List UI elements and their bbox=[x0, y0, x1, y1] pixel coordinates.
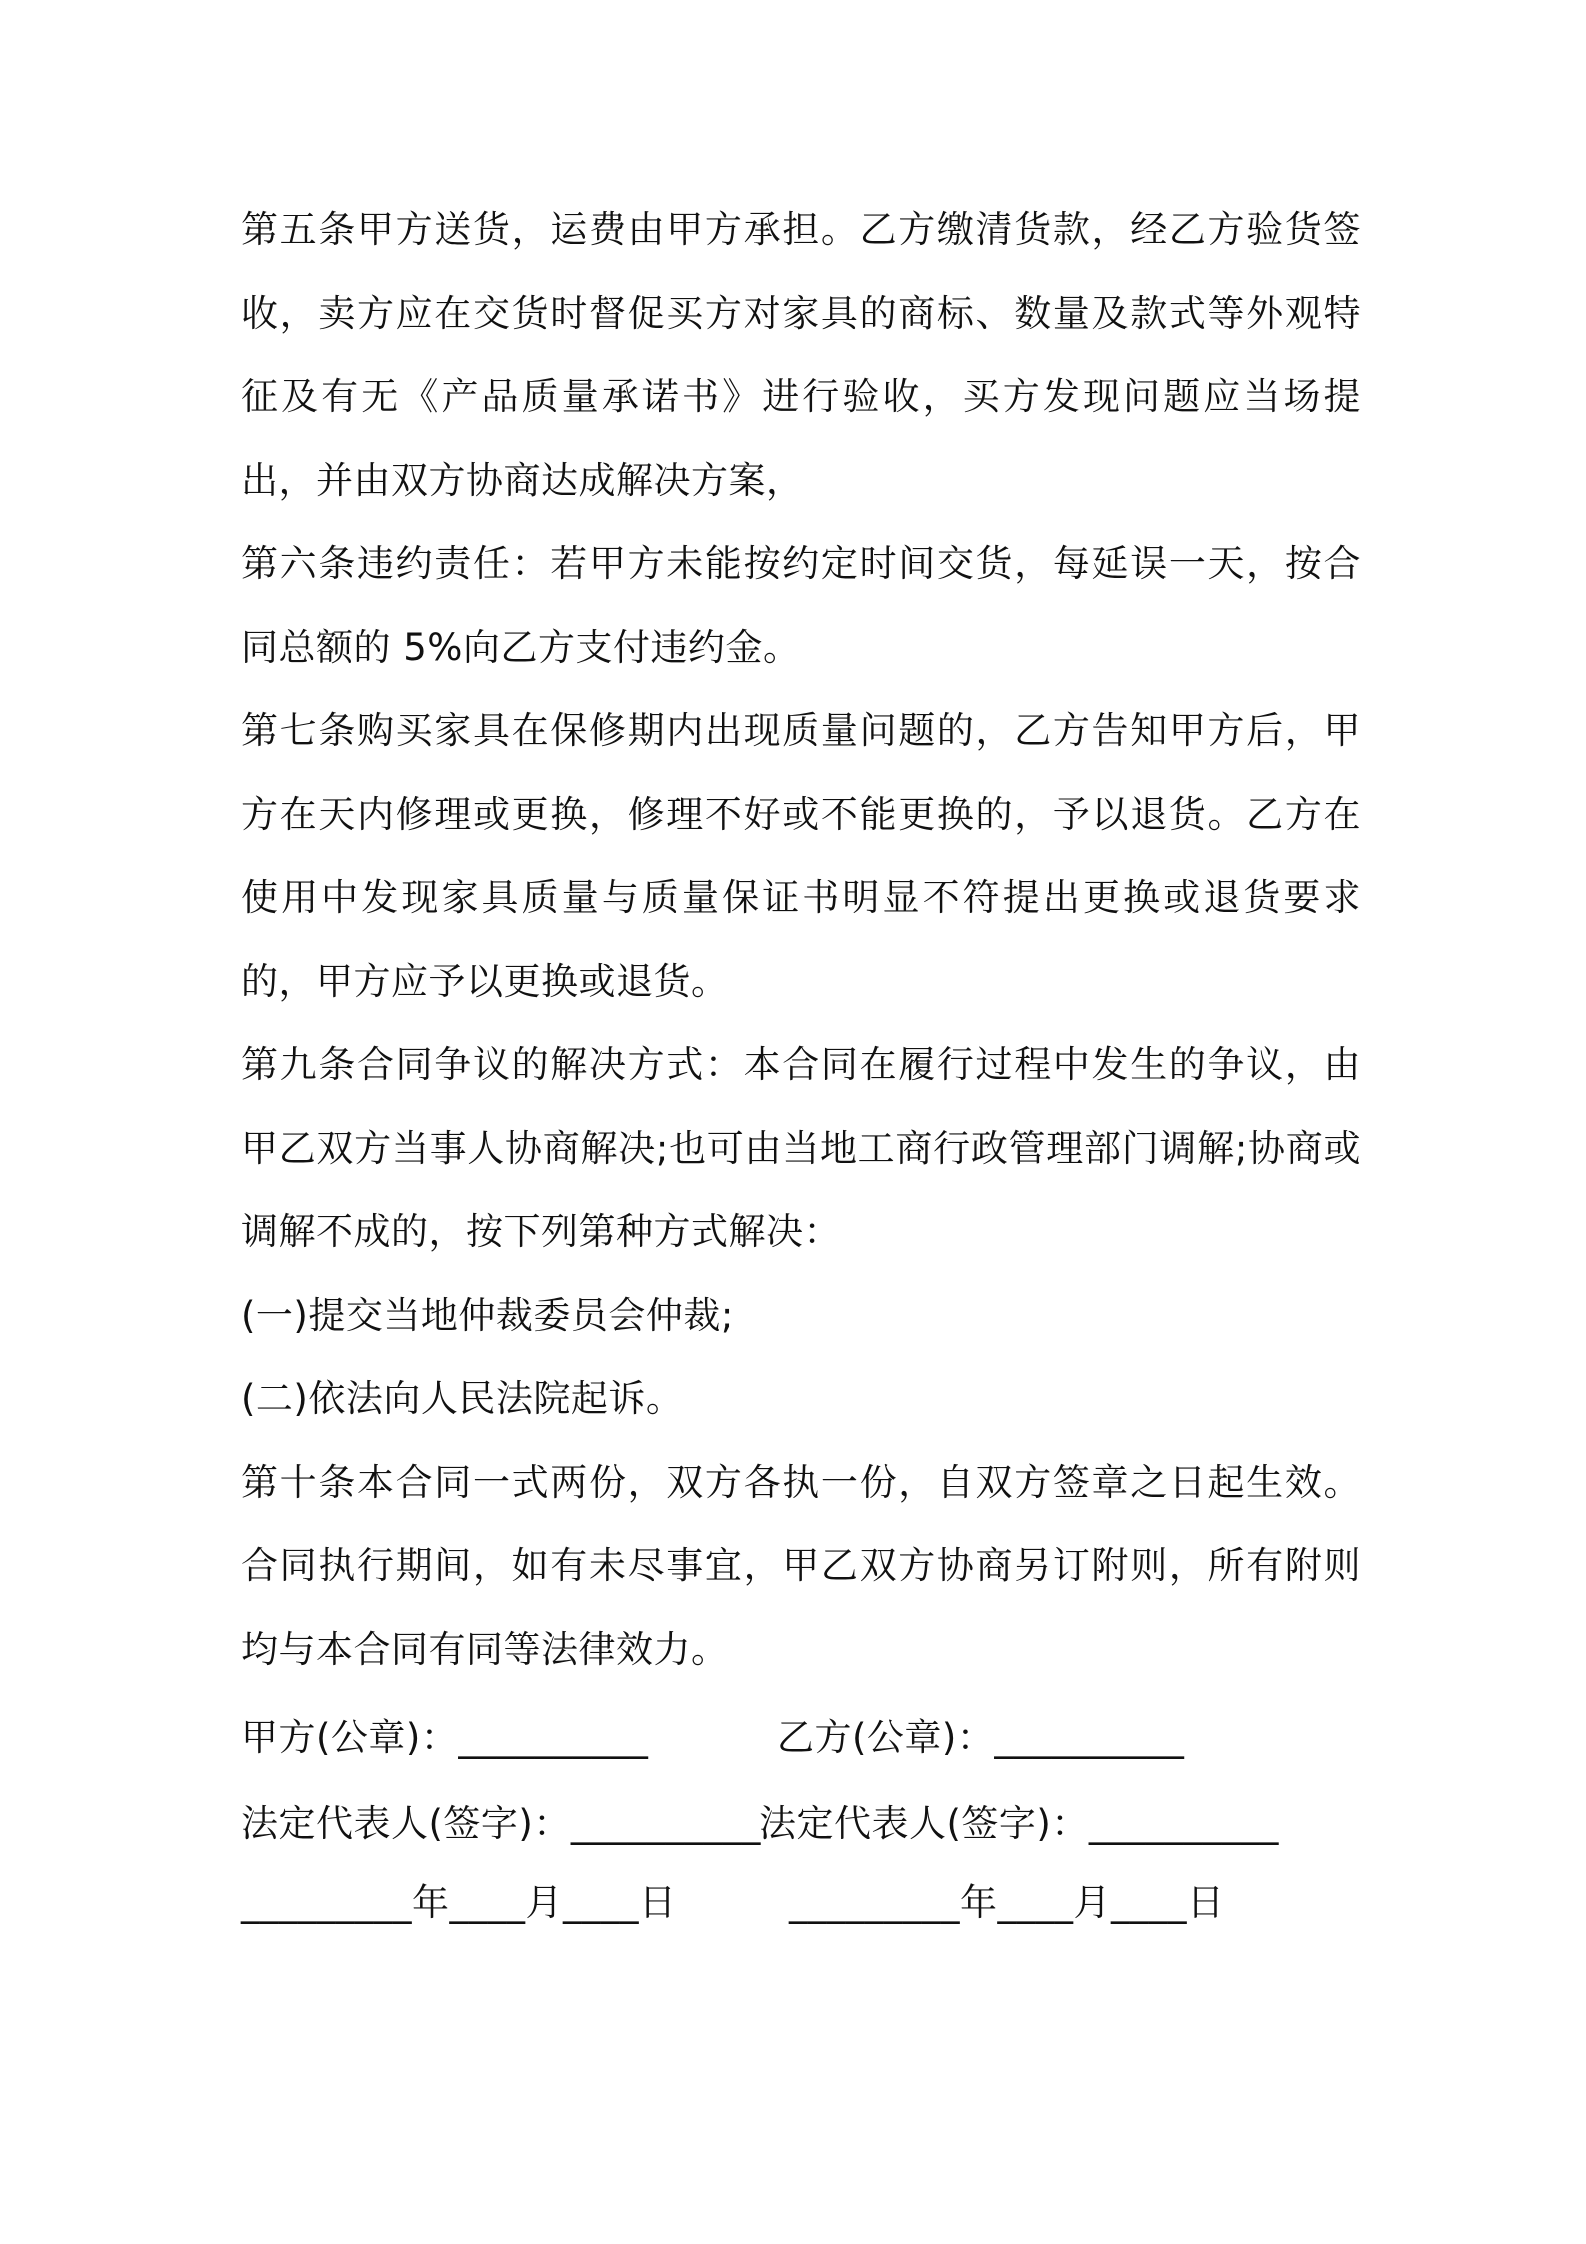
party-a-seal: 甲方(公章)：__________ bbox=[241, 1716, 649, 1759]
clause-10: 第十条本合同一式两份，双方各执一份，自双方签章之日起生效。合同执行期间，如有未尽事宜，甲乙双方协商另订附则，所有附则均与本合同有同等法律效力。 bbox=[241, 1460, 1361, 1671]
contract-body bbox=[241, 188, 1361, 1691]
party-b-representative: 法定代表人(签字)：__________ bbox=[759, 1802, 1279, 1845]
party-a-representative: 法定代表人(签字)：__________ bbox=[241, 1802, 761, 1845]
clause-7: 第七条购买家具在保修期内出现质量问题的，乙方告知甲方后，甲方在天内修理或更换，修理不好或不能更换的，予以退货。乙方在使用中发现家具质量与质量保证书明显不符提出更换或退货要求的，甲方应予以更换或退货。 bbox=[241, 709, 1361, 1003]
party-a-date: _________年____月____日 bbox=[241, 1881, 677, 1924]
party-b-date: _________年____月____日 bbox=[789, 1881, 1225, 1924]
clause-9: 第九条合同争议的解决方式：本合同在履行过程中发生的争议，由甲乙双方当事人协商解决;也可由当地工商行政管理部门调解;协商或调解不成的，按下列第种方式解决： bbox=[241, 1043, 1361, 1253]
party-b-seal: 乙方(公章)：__________ bbox=[777, 1716, 1185, 1759]
clause-5: 第五条甲方送货，运费由甲方承担。乙方缴清货款，经乙方验货签收，卖方应在交货时督促买方对家具的商标、数量及款式等外观特征及有无《产品质量承诺书》进行验收，买方发现问题应当场提出，并由双方协商达成解决方案， bbox=[241, 208, 1361, 502]
clause-6: 第六条违约责任：若甲方未能按约定时间交货，每延误一天，按合同总额的 5%向乙方支付违约金。 bbox=[241, 542, 1361, 669]
clause-9-option-2: (二)依法向人民法院起诉。 bbox=[241, 1377, 684, 1420]
clause-9-option-1: (一)提交当地仲裁委员会仲裁; bbox=[241, 1293, 734, 1337]
